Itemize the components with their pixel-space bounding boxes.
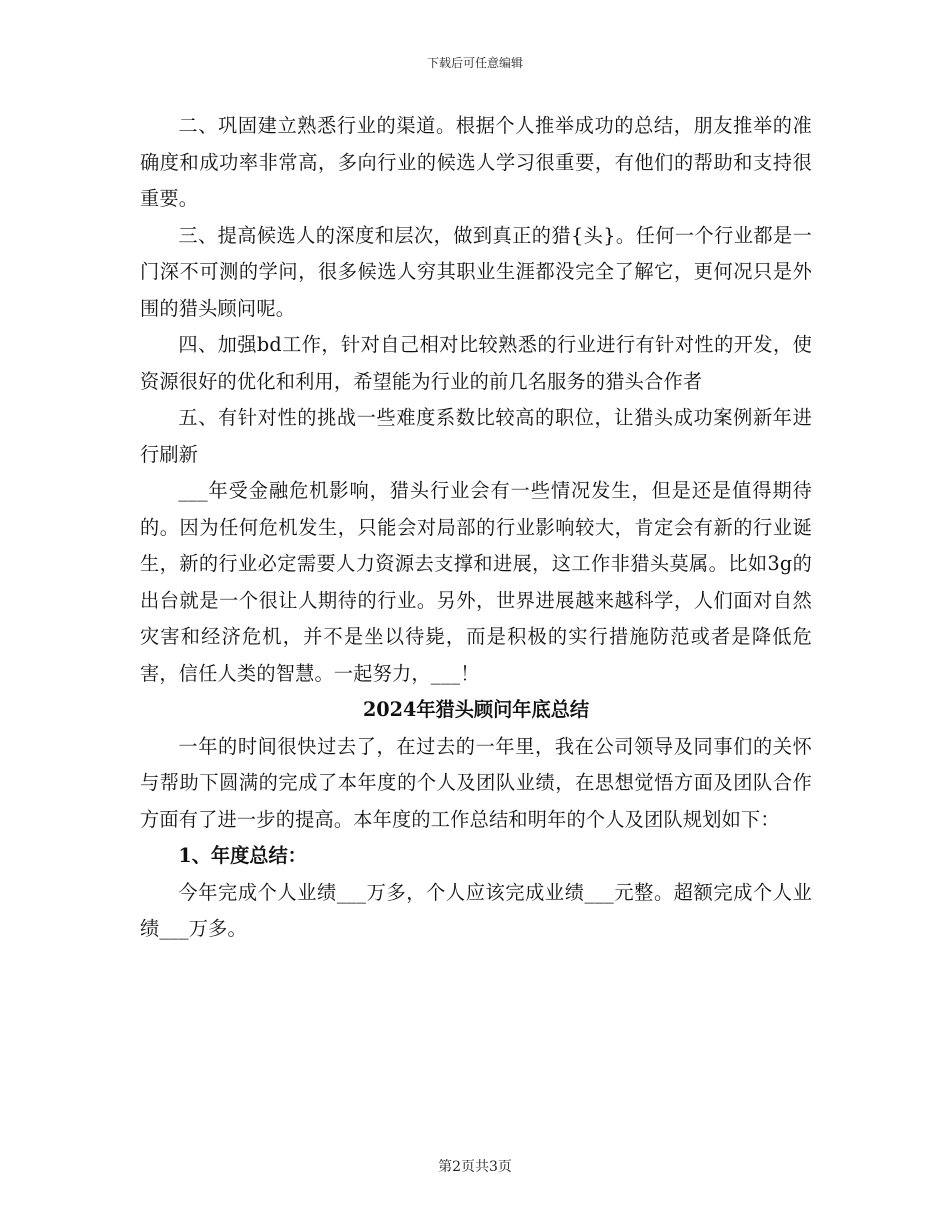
document-title: 2024年猎头顾问年底总结 <box>362 698 590 721</box>
paragraph-strengthen-bd: 四、加强bd工作，针对自己相对比较熟悉的行业进行有针对性的开发，使资源很好的优化和利用，希望能为行业的前几名服务的猎头合作者 <box>140 333 812 393</box>
page-number: 第2页共3页 <box>438 1159 512 1175</box>
paragraph-intro: 一年的时间很快过去了，在过去的一年里，我在公司领导及同事们的关怀与帮助下圆满的完成了本年度的个人及团队业绩，在思想觉悟方面及团队合作方面有了进一步的提高。本年度的工作总结和明年的个人及团队规划如下： <box>140 734 812 831</box>
paragraph-consolidate-channels: 二、巩固建立熟悉行业的渠道。根据个人推举成功的总结，朋友推举的准确度和成功率非常高，多向行业的候选人学习很重要，有他们的帮助和支持很重要。 <box>140 114 812 210</box>
paragraph-improve-candidates: 三、提高候选人的深度和层次，做到真正的猎{头}。任何一个行业都是一门深不可测的学问，很多候选人穷其职业生涯都没完全了解它，更何况只是外围的猎头顾问呢。 <box>140 223 812 320</box>
paragraph-annual-summary: 今年完成个人业绩___万多，个人应该完成业绩___元整。超额完成个人业绩___万多。 <box>140 880 812 940</box>
section-heading-annual-summary: 1、年度总结： <box>178 844 307 867</box>
paragraph-outlook: ___年受金融危机影响，猎头行业会有一些情况发生，但是还是值得期待的。因为任何危机发生，只能会对局部的行业影响较大，肯定会有新的行业诞生，新的行业必定需要人力资源去支撑和进展，这工作非猎头莫属。比如3g的出台就是一个很让人期待的行业。另外，世界进展越来越科学，人们面对自然灾害和经济危机，并不是坐以待毙，而是积极的实行措施防范或者是降低危害，信任人类的智慧。一起努力，___！ <box>140 479 812 685</box>
page-header: 下载后可任意编辑 <box>426 56 523 70</box>
document-body <box>140 108 812 948</box>
paragraph-challenge-positions: 五、有针对性的挑战一些难度系数比较高的职位，让猎头成功案例新年进行刷新 <box>140 406 812 466</box>
